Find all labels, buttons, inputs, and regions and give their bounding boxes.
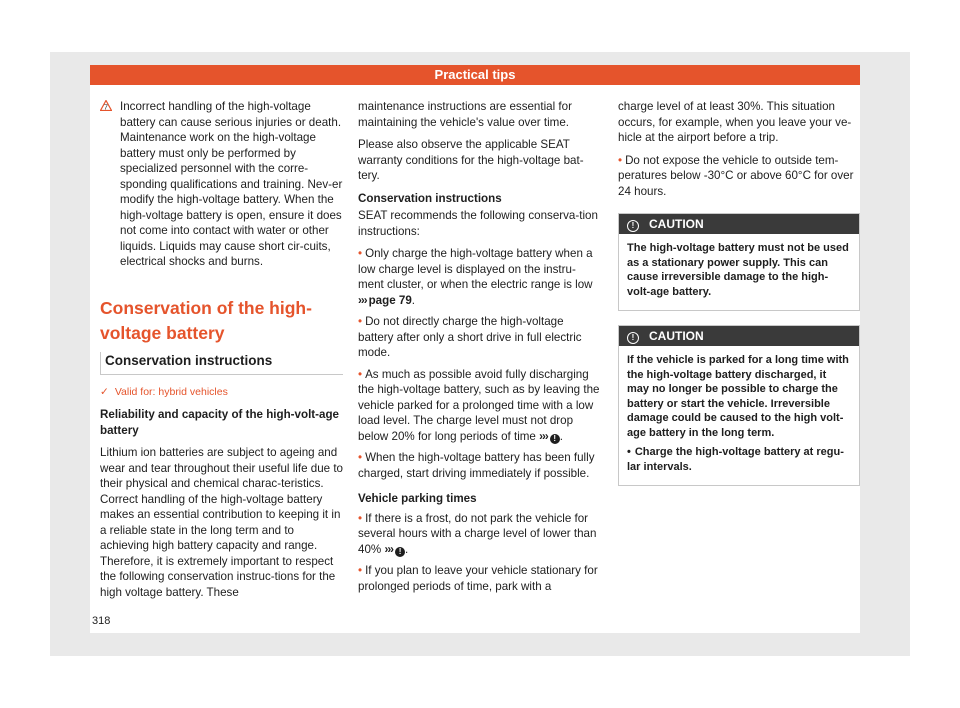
paragraph: maintenance instructions are essential for maintaining the vehicle's value over time. [358, 100, 572, 129]
paragraph-title: Reliability and capacity of the high-volt-age battery [100, 408, 339, 437]
cross-reference-arrow-icon: ››› [384, 542, 394, 556]
warning-triangle-icon [100, 100, 112, 111]
caution-title: CAUTION [649, 217, 704, 231]
column-3 [618, 99, 860, 500]
paragraph: Lithium ion batteries are subject to ageing and wear and tear throughout their useful life due to their physical and chemical charac-teristics. Correct handling of the high-voltage battery makes an essential contribution to keeping it in a reliable state in the long term and to achieving high battery capacity and range. Therefore, it is extremely important to respect the following conservation instruc-tions for the high voltage battery. These [100, 446, 343, 599]
caution-header [619, 214, 859, 234]
section-heading: Conservation of the high-voltage battery [100, 297, 312, 343]
caution-title: CAUTION [649, 329, 704, 343]
caution-reference-icon[interactable]: ! [395, 547, 405, 557]
subsection-heading: Conservation instructions [100, 352, 343, 375]
caution-body [619, 346, 859, 485]
bullet-icon: • [358, 315, 363, 328]
caution-reference-icon[interactable]: ! [550, 434, 560, 444]
paragraph-title: Conservation instructions [358, 191, 502, 205]
column-1 [100, 99, 343, 607]
valid-for-note [100, 385, 343, 401]
valid-for-text: Valid for: hybrid vehicles [114, 385, 228, 398]
bullet-item: • Do not directly charge the high-voltage battery after only a short drive in full electric mode. [358, 315, 582, 359]
bullet-icon: • [358, 451, 363, 464]
bullet-icon: • [358, 564, 363, 577]
cross-reference-arrow-icon: ››› [539, 429, 548, 443]
bullet-icon: • [627, 446, 631, 458]
caution-text: If the vehicle is parked for a long time with the high-voltage battery discharged, it may no longer be possible to charge the battery or start the vehicle. Irreversible damage could be caused to the high volt-age battery in the long term. [627, 354, 849, 439]
info-circle-icon: ! [627, 332, 639, 344]
paragraph: SEAT recommends the following conserva-tion instructions: [358, 209, 598, 238]
bullet-icon: • [358, 367, 363, 381]
page-number: 318 [92, 615, 111, 627]
bullet-icon: • [358, 511, 363, 525]
bullet-icon: • [358, 247, 363, 260]
page-reference-link[interactable]: page 79 [368, 293, 412, 307]
caution-box [618, 325, 860, 486]
paragraph: charge level of at least 30%. This situation occurs, for example, when you leave your ve-hicle at the airport before a trip. [618, 100, 852, 144]
bullet-item: • If there is a frost, do not park the vehicle for several hours with a charge level of lower than 40% ››› ! . [358, 511, 597, 556]
bullet-item: • When the high-voltage battery has been fully charged, start driving immediately if possible. [358, 451, 595, 480]
svg-text:7: 7 [104, 104, 108, 111]
bullet-icon: • [618, 153, 623, 167]
column-2 [358, 99, 600, 600]
caution-text: The high-voltage battery must not be used as a stationary power supply. This can cause irreversible damage to the high-volt-age battery. [627, 242, 849, 298]
section-header: Practical tips [90, 65, 860, 85]
bullet-item: • Do not expose the vehicle to outside tem-peratures below -30°C or above 60°C for over 24 hours. [618, 153, 854, 198]
checkmark-icon: ✓ [100, 385, 109, 398]
caution-bullet: • Charge the high-voltage battery at regu-lar intervals. [627, 446, 844, 473]
bullet-item: • As much as possible avoid fully discharging the high-voltage battery, such as by leaving the vehicle parked for a prolonged time with a low load level. The charge level must not drop below 20% for long periods of time ››› ! . [358, 367, 600, 443]
bullet-item: • If you plan to leave your vehicle stationary for prolonged periods of time, park with a [358, 564, 598, 593]
bullet-item: • Only charge the high-voltage battery when a low charge level is displayed on the instru-ment cluster, or when the electric range is low ››› page 79. [358, 247, 593, 307]
manual-page [90, 65, 860, 633]
warning-text: Incorrect handling of the high-voltage battery can cause serious injuries or death. Maintenance work on the high-voltage battery must only be performed by specialized personnel with the corre-sponding qualifications and training. Nev-er modify the high-voltage battery. When the high-voltage battery is open, ensure it does not come into contact with water or other liquids. Liquids may cause short cir-cuits, electrical shocks and burns. [120, 100, 343, 268]
caution-header [619, 326, 859, 346]
paragraph: Please also observe the applicable SEAT warranty conditions for the high-voltage bat-tery. [358, 138, 584, 182]
warning-reference [100, 99, 343, 270]
caution-box [618, 213, 860, 311]
caution-body [619, 234, 859, 310]
cross-reference-arrow-icon: ››› [358, 293, 367, 307]
info-circle-icon: ! [627, 220, 639, 232]
paragraph-title: Vehicle parking times [358, 492, 477, 505]
